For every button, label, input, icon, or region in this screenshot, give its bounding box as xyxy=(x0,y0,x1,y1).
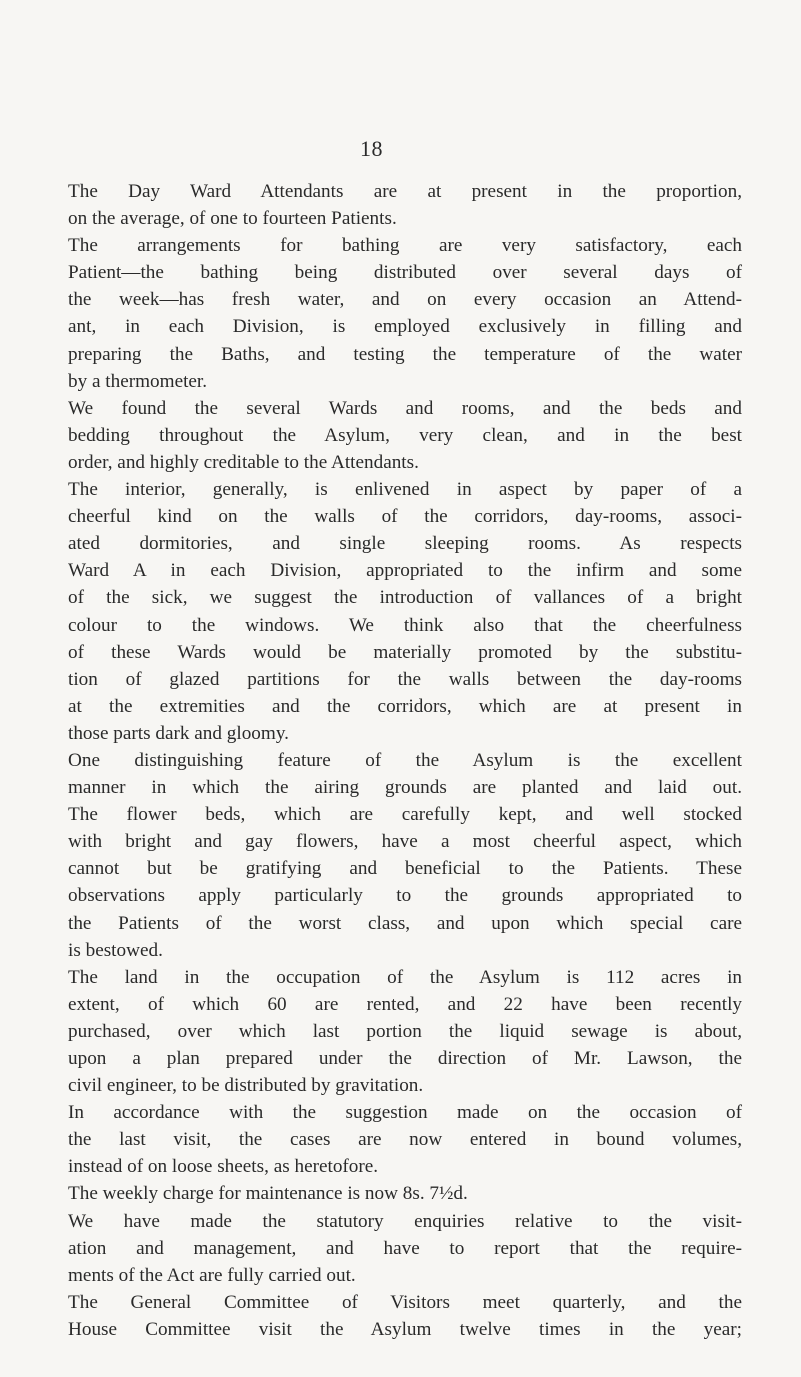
text-line: manner in which the airing grounds are planted and laid out. xyxy=(68,777,742,799)
text-line: at the extremities and the corridors, which are at present in xyxy=(68,695,742,717)
text-line: is bestowed. xyxy=(68,939,163,961)
text-line: We found the several Wards and rooms, and the beds and xyxy=(68,397,742,419)
text-line: Ward A in each Division, appropriated to the infirm and some xyxy=(68,560,742,582)
text-line: instead of on loose sheets, as heretofore. xyxy=(68,1156,379,1178)
text-line: with bright and gay flowers, have a most cheerful aspect, which xyxy=(68,831,742,853)
text-line: colour to the windows. We think also that the cheerfulness xyxy=(68,614,742,636)
text-line: civil engineer, to be distributed by gravitation. xyxy=(68,1075,424,1097)
text-line: purchased, over which last portion the liquid sewage is about, xyxy=(68,1020,742,1042)
text-line: The arrangements for bathing are very satisfactory, each xyxy=(68,235,742,257)
text-line: One distinguishing feature of the Asylum is the excellent xyxy=(68,749,742,771)
text-line: of these Wards would be materially promoted by the substitu- xyxy=(68,641,742,663)
text-line: The General Committee of Visitors meet quarterly, and the xyxy=(68,1291,742,1313)
page-number: 18 xyxy=(360,136,383,161)
text-line: House Committee visit the Asylum twelve times in the year; xyxy=(68,1318,742,1340)
text-line: the Patients of the worst class, and upon which special care xyxy=(68,912,742,934)
text-line: The Day Ward Attendants are at present in the proportion, xyxy=(68,181,742,202)
text-line: The land in the occupation of the Asylum is 112 acres in xyxy=(68,966,742,988)
text-line: tion of glazed partitions for the walls between the day-rooms xyxy=(68,668,742,690)
text-line: on the average, of one to fourteen Patients. xyxy=(68,208,397,230)
text-line: The interior, generally, is enlivened in aspect by paper of a xyxy=(68,479,742,501)
text-line: cheerful kind on the walls of the corridors, day-rooms, associ- xyxy=(68,506,742,528)
text-line: ant, in each Division, is employed exclusively in filling and xyxy=(68,316,742,338)
text-line: the week—has fresh water, and on every occasion an Attend- xyxy=(68,289,742,311)
text-line: those parts dark and gloomy. xyxy=(68,722,289,744)
text-line: of the sick, we suggest the introduction of vallances of a bright xyxy=(68,587,742,609)
text-line: The flower beds, which are carefully kept, and well stocked xyxy=(68,804,742,826)
text-line: We have made the statutory enquiries relative to the visit- xyxy=(68,1210,742,1232)
text-line: Patient—the bathing being distributed over several days of xyxy=(68,262,742,284)
text-line: extent, of which 60 are rented, and 22 have been recently xyxy=(68,993,742,1015)
text-line: preparing the Baths, and testing the temperature of the water xyxy=(68,343,742,365)
text-line: bedding throughout the Asylum, very clean, and in the best xyxy=(68,424,742,446)
text-line: upon a plan prepared under the direction of Mr. Lawson, the xyxy=(68,1048,742,1069)
text-line: ated dormitories, and single sleeping rooms. As respects xyxy=(68,533,742,555)
text-line: ation and management, and have to report that the require- xyxy=(68,1237,742,1259)
body-text xyxy=(68,178,742,1343)
text-line: The weekly charge for maintenance is now 8s. 7½d. xyxy=(68,1183,468,1205)
text-line: cannot but be gratifying and beneficial to the Patients. These xyxy=(68,858,742,880)
text-line: In accordance with the suggestion made on the occasion of xyxy=(68,1102,742,1124)
text-line: the last visit, the cases are now entered in bound volumes, xyxy=(68,1129,742,1151)
text-line: ments of the Act are fully carried out. xyxy=(68,1264,356,1286)
text-line: observations apply particularly to the grounds appropriated to xyxy=(68,885,742,907)
text-line: by a thermometer. xyxy=(68,370,208,392)
text-line: order, and highly creditable to the Attendants. xyxy=(68,451,419,473)
